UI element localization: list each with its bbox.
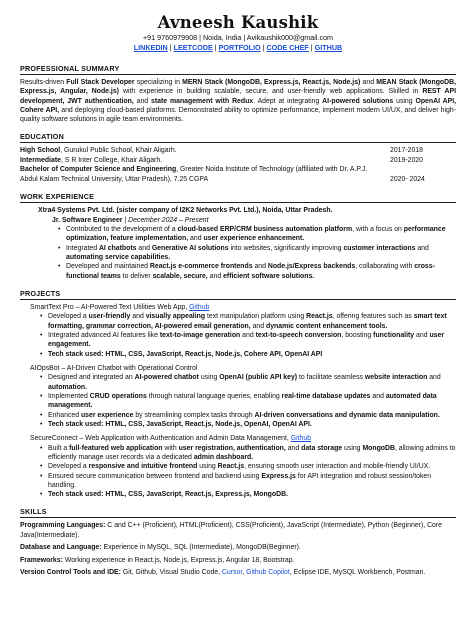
education-row: Bachelor of Computer Science and Engineering, Greater Noida Institute of Technology (affiliated with Dr. A.P.J. Abdul Kalam Technical University, Uttar Pradesh), 7.25 CGPA 2020- 2024 [20, 165, 456, 184]
project-github-link[interactable]: Github [189, 303, 210, 311]
section-title: EDUCATION [20, 132, 64, 142]
education-section [20, 132, 456, 184]
project-bullets [20, 444, 456, 500]
link-separator: | [310, 43, 313, 52]
list-item: • Ensured secure communication between frontend and backend using Express.js for API integration and robust session/token handling. [48, 472, 456, 491]
list-item: • Integrated AI chatbots and Generative AI solutions into websites, significantly improving customer interactions and automating service capabilities. [66, 244, 456, 263]
list-item: • Enhanced user experience by streamlining complex tasks through AI-driven conversations and dynamic data manipulation. [48, 411, 456, 420]
education-year: 2019-2020 [390, 156, 423, 164]
resume-header [20, 13, 456, 53]
list-item: • Tech stack used: HTML, CSS, JavaScript, React.js, Node.js, Cohere API, OpenAI API [48, 350, 456, 359]
codechef-link[interactable]: CODE CHEF [266, 43, 309, 52]
section-title: PROFESSIONAL SUMMARY [20, 64, 120, 73]
section-title: PROJECTS [20, 288, 61, 298]
project-bullets [20, 373, 456, 429]
project-github-link[interactable]: Github [290, 435, 312, 443]
leetcode-link[interactable]: LEETCODE [173, 43, 213, 52]
skill-row: Version Control Tools and IDE: Git, Github, Visual Studio Code, Cursor, Github Copilot, Eclipse IDE, MySQL Workbench, Postman. [20, 569, 426, 577]
portfolio-link[interactable]: PORTFOLIO [218, 43, 261, 52]
cursor-link[interactable]: Cursor [221, 569, 243, 577]
list-item: • Designed and integrated an AI-powered chatbot using OpenAI (public API key) to facilitate seamless website interaction and automation. [48, 373, 456, 392]
list-item: • Implemented CRUD operations through natural language queries, enabling real-time database updates and automated data management. [48, 392, 456, 411]
education-row: Intermediate, S R Inter College, Khair Aligarh. 2019-2020 [20, 156, 456, 165]
section-title: WORK EXPERIENCE [20, 192, 95, 202]
list-item: • Contributed to the development of a cloud-based ERP/CRM business automation platform, with a focus on performance optimization, feature implementation, and user experience enhancement. [66, 225, 456, 244]
github-link[interactable]: GITHUB [314, 43, 343, 52]
experience-section [20, 192, 456, 281]
company-name: Xtra4 Systems Pvt. Ltd. (sister company of I2K2 Networks Pvt. Ltd.), Noida, Uttar Pradesh. [38, 207, 333, 215]
list-item: • Developed a responsive and intuitive frontend using React.js, ensuring smooth user interaction and mobile-friendly UI/UX. [48, 462, 456, 471]
summary-text: Results-driven Full Stack Developer specializing in MERN Stack (MongoDB, Express.js, React.js, Node.js) and MEAN Stack (MongoDB, Express.js, Angular, Node.js) with experience in building scalable, secure, and user-friendly web applications. Skilled in REST API development, JWT authentication, and state management with Redux. Adept at integrating AI-powered solutions using OpenAI API, Cohere API, and deploying cloud-based platforms. Demonstrated ability to optimize performance, implement modern UI/UX, and deliver high-quality software solutions in agile team environments. [20, 79, 457, 124]
education-year: 2020- 2024 [390, 175, 425, 183]
education-row: High School, Gurukul Public School, Khair Aligarh. 2017-2018 [20, 146, 456, 155]
candidate-name: Avneesh Kaushik [157, 13, 319, 32]
project-title: AIOpsBot – AI-Driven Chatbot with Operational Control [30, 364, 198, 372]
list-item: • Developed and maintained React.js e-commerce frontends and Node.js/Express backends, collaborating with cross-functional teams to deliver scalable, secure, and efficient software solutions. [66, 262, 456, 281]
project-title: SmartText Pro – AI-Powered Text Utilities Web App, Github [30, 303, 210, 311]
project-bullets [20, 312, 456, 358]
contact-line: +91 9760979908 | Noida, India | Avikaushik000@gmail.com [142, 33, 334, 42]
section-divider [20, 142, 456, 143]
profile-links [20, 43, 456, 53]
summary-section [20, 64, 456, 124]
list-item: • Tech stack used: HTML, CSS, JavaScript, React.js, Node.js, OpenAI, OpenAI API. [48, 420, 456, 429]
skills-section [20, 507, 456, 577]
skill-row: Database and Language: Experience in MySQL, SQL (Intermediate), MongoDB(Beginner). [20, 544, 301, 552]
skill-row: Frameworks: Working experience in React.js, Node.js, Express.js, Angular 18, Bootstrap. [20, 556, 295, 564]
section-divider [20, 202, 456, 203]
link-separator: | [262, 43, 265, 52]
linkedin-link[interactable]: LINKEDIN [133, 43, 168, 52]
section-title: SKILLS [20, 507, 47, 517]
link-separator: | [214, 43, 217, 52]
experience-bullets [20, 225, 456, 281]
list-item: • Developed a user-friendly and visually appealing text manipulation platform using React.js, offering features such as smart text formatting, grammar correction, AI-powered email generation, and dynamic content enhancement tools. [48, 312, 456, 331]
skill-row: Programming Languages: C and C++ (Proficient), HTML(Proficient), CSS(Proficient), JavaScript (Intermediate), Python (Beginner), Core Java(Intermediate). [20, 522, 443, 539]
section-divider [20, 74, 456, 75]
education-year: 2017-2018 [390, 147, 423, 155]
project-title: SecureConnect – Web Application with Authentication and Admin Data Management, Github [30, 435, 312, 443]
projects-section [20, 289, 456, 500]
list-item: • Built a full-featured web application with user registration, authentication, and data storage using MongoDB, allowing admins to efficiently manage user records via a dedicated admin dashboard. [48, 444, 456, 463]
link-separator: | [169, 43, 172, 52]
section-divider [20, 517, 456, 518]
list-item: • Integrated advanced AI features like text-to-image generation and text-to-speech conversion, boosting functionality and user engagement. [48, 331, 456, 350]
section-divider [20, 299, 456, 300]
list-item: • Tech stack used: HTML, CSS, JavaScript, React.js, Express.js, MongoDB. [48, 490, 456, 499]
job-role: Jr. Software Engineer | December 2024 – Present [52, 216, 209, 224]
copilot-link[interactable]: Github Copilot [246, 569, 290, 577]
